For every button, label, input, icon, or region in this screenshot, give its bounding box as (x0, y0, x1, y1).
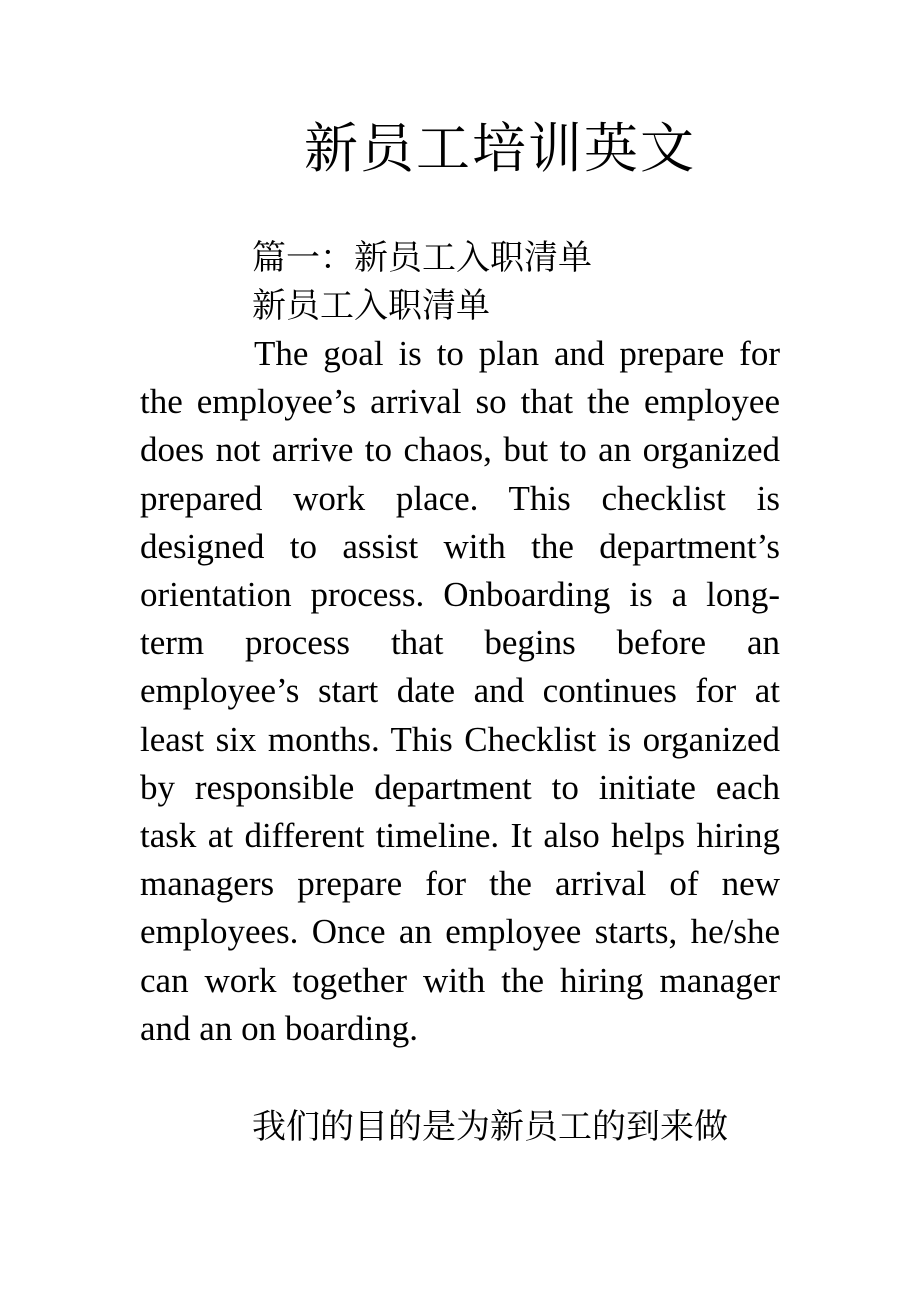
subheading: 新员工入职清单 (252, 286, 490, 326)
english-paragraph: The goal is to plan and prepare for the employee’s arrival so that the employee does not arrive to chaos, but to an organized prepared work place. This checklist is designed to assist with the department’s orientation process. Onboarding is a long-term process that begins before an employee’s start date and continues for at least six months. This Checklist is organized by responsible department to initiate each task at different timeline. It also helps hiring managers prepare for the arrival of new employees. Once an employee starts, he/she can work together with the hiring manager and an on boarding. (140, 334, 780, 1048)
chinese-paragraph: 我们的目的是为新员工的到来做 (252, 1107, 728, 1147)
document-title: 新员工培训英文 (304, 117, 696, 180)
section-heading: 篇一：新员工入职清单 (252, 238, 592, 278)
